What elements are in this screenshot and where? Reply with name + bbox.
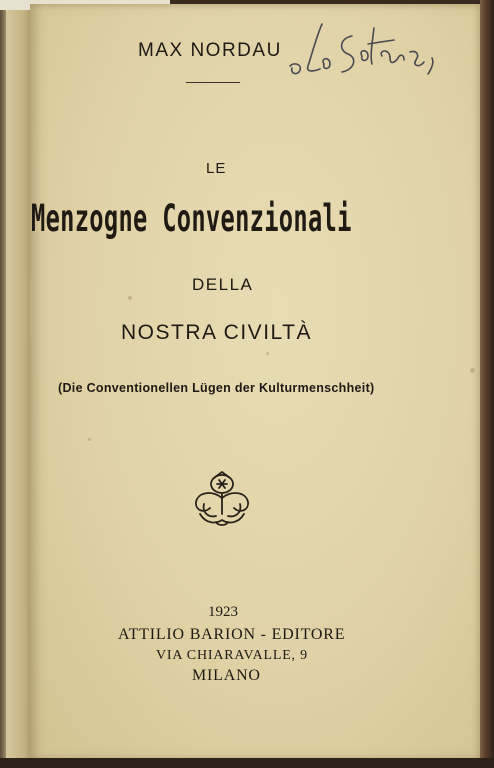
title-continuation: NOSTRA CIVILTÀ: [121, 321, 312, 344]
publisher-address: VIA CHIARAVALLE, 9: [156, 648, 308, 663]
publisher-name: ATTILIO BARION - EDITORE: [118, 626, 346, 643]
book-bottom-edge: [0, 758, 494, 768]
paper-speck: [266, 352, 269, 355]
publication-year: 1923: [208, 604, 238, 620]
publication-city: MILANO: [192, 667, 261, 684]
title-connector: DELLA: [192, 275, 254, 294]
title-article: LE: [206, 160, 227, 177]
book-main-title: Menzogne Convenzionali: [31, 197, 352, 240]
book-cover-edge: [480, 0, 494, 768]
paper-speck: [88, 438, 91, 441]
handwritten-signature: [282, 14, 442, 80]
left-page-edge: [6, 0, 33, 760]
thistle-ornament-icon: [192, 468, 252, 530]
author-name: MAX NORDAU: [138, 40, 282, 61]
paper-speck: [470, 368, 475, 373]
original-german-title: (Die Conventionellen Lügen der Kulturmenschheit): [58, 381, 375, 395]
paper-speck: [128, 296, 132, 300]
author-divider: [186, 82, 240, 83]
